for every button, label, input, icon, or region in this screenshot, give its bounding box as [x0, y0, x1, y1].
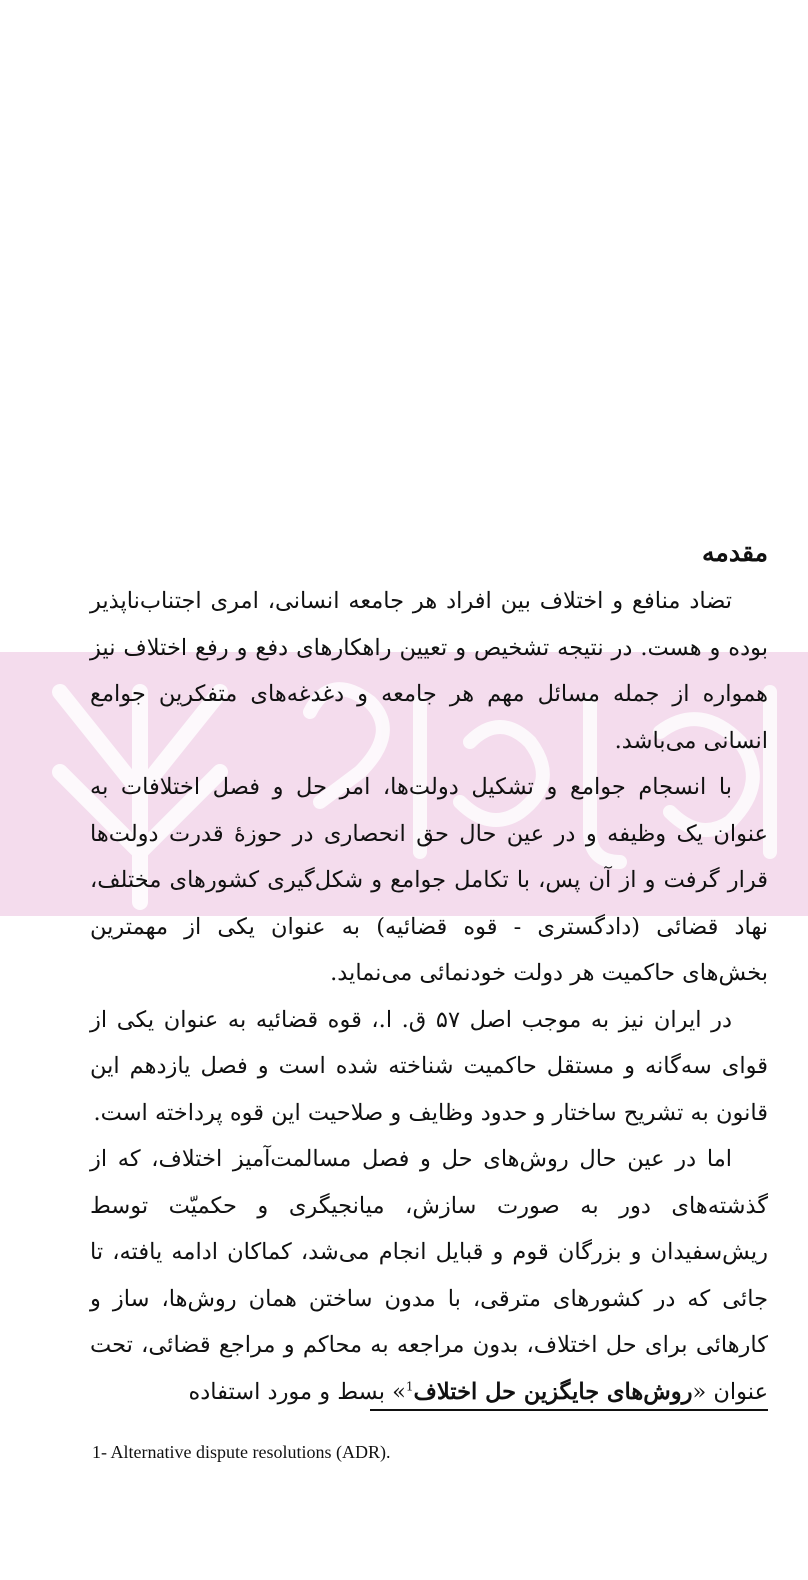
adr-term: روش‌های جایگزین حل اختلاف	[413, 1378, 693, 1405]
section-heading: مقدمه	[702, 538, 768, 567]
footnote-divider	[370, 1409, 768, 1411]
paragraph-4-text-after: » بسط و مورد استفاده	[188, 1378, 406, 1405]
paragraph-4	[90, 1136, 768, 1415]
paragraph-1: تضاد منافع و اختلاف بین افراد هر جامعه انسانی، امری اجتناب‌ناپذیر بوده و هست. در نتیجه تشخیص و تعیین راهکارهای دفع و رفع اختلاف نیز همواره از جمله مسائل مهم هر جامعه و دغدغه‌های متفکرین جوامع انسانی می‌باشد.	[90, 588, 768, 754]
paragraph-2: با انسجام جوامع و تشکیل دولت‌ها، امر حل و فصل اختلافات به عنوان یک وظیفه و در عین حال حق انحصاری در حوزهٔ قدرت دولت‌ها قرار گرفت و از آن پس، با تکامل جوامع و شکل‌گیری کشورهای مختلف، نهاد قضائی (دادگستری - قوه قضائیه) به عنوان یکی از مهمترین بخش‌های حاکمیت هر دولت خودنمائی می‌نماید.	[90, 774, 768, 986]
footnote-text: 1- Alternative dispute resolutions (ADR).	[92, 1442, 391, 1462]
paragraph-4-text-before: اما در عین حال روش‌های حل و فصل مسالمت‌آمیز اختلاف، که از گذشته‌های دور به صورت سازش، میانجیگری و حکمیّت توسط ریش‌سفیدان و بزرگان قوم و قبایل انجام می‌شد، کماکان ادامه یافته، تا جائی که در کشورهای مترقی، با مدون ساختن همان روش‌ها، ساز و کارهائی برای حل اختلاف، بدون مراجعه به محاکم و مراجع قضائی، تحت عنوان «	[90, 1146, 768, 1405]
paragraph-3: در ایران نیز به موجب اصل ۵۷ ق. ا.، قوه قضائیه به عنوان یکی از قوای سه‌گانه و مستقل حاکمیت شناخته شده است و فصل یازدهم این قانون به تشریح ساختار و حدود وظایف و صلاحیت این قوه پرداخته است.	[90, 1006, 768, 1126]
footnote-reference[interactable]: 1	[405, 1379, 414, 1393]
document-page	[90, 536, 768, 1415]
